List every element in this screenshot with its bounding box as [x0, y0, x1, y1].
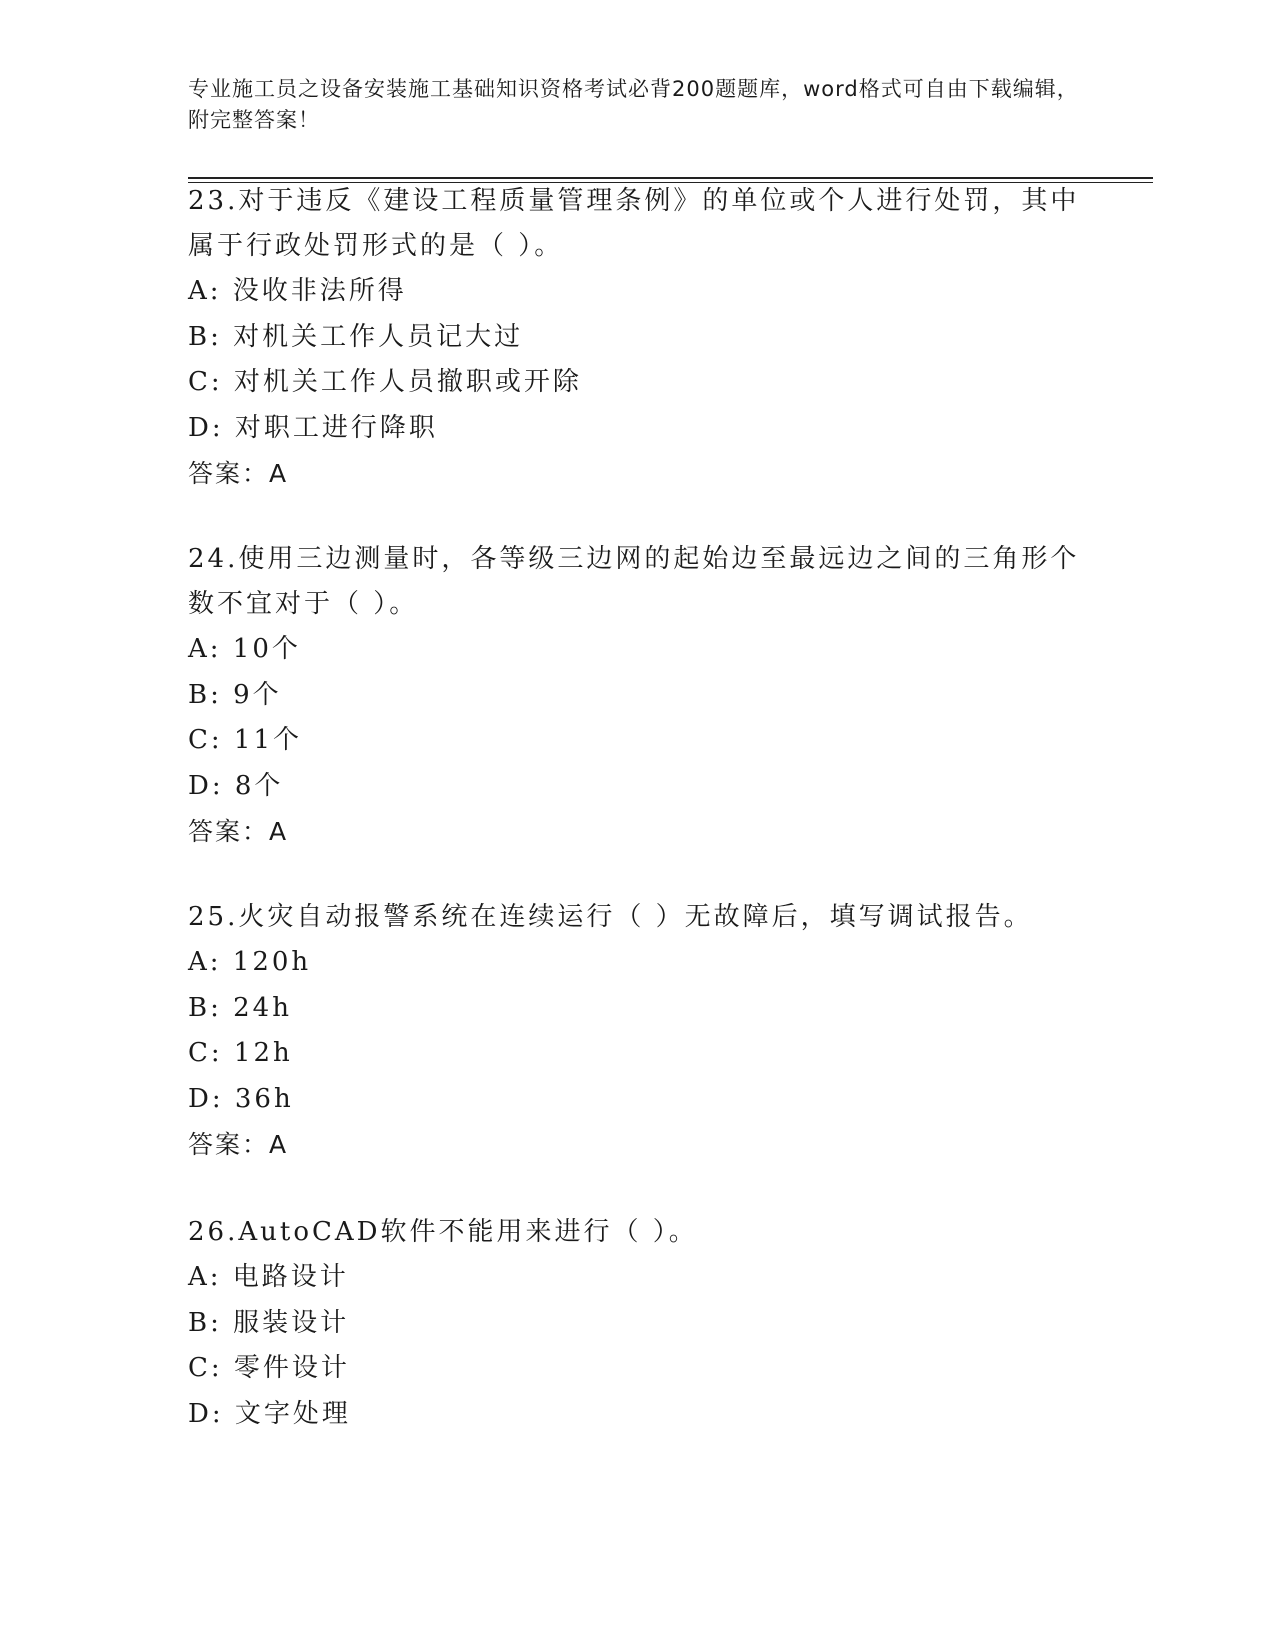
option-c: C: 对机关工作人员撤职或开除	[188, 367, 582, 397]
option-a: A: 没收非法所得	[188, 276, 407, 306]
option-d: D: 36h	[188, 1083, 294, 1114]
answer-label: 答案：A	[188, 1130, 289, 1159]
question-23	[188, 179, 1088, 496]
question-26	[188, 1210, 1088, 1437]
question-stem: 23.对于违反《建设工程质量管理条例》的单位或个人进行处罚，其中属于行政处罚形式的是（ ）。	[188, 186, 1080, 261]
question-stem: 25.火灾自动报警系统在连续运行（ ）无故障后，填写调试报告。	[188, 902, 1033, 932]
document-header: 专业施工员之设备安装施工基础知识资格考试必背200题题库，word格式可自由下载编辑，附完整答案！	[188, 77, 1079, 132]
question-stem: 24.使用三边测量时，各等级三边网的起始边至最远边之间的三角形个数不宜对于（ ）。	[188, 544, 1080, 619]
option-a: A: 10个	[188, 634, 301, 664]
option-c: C: 11个	[188, 725, 303, 755]
option-b: B: 24h	[188, 992, 292, 1023]
option-c: C: 零件设计	[188, 1353, 350, 1383]
option-d: D: 文字处理	[188, 1398, 351, 1429]
answer-label: 答案：A	[188, 817, 289, 846]
option-d: D: 8个	[188, 770, 284, 801]
question-24	[188, 537, 1088, 854]
option-b: B: 对机关工作人员记大过	[188, 321, 524, 352]
question-25	[188, 895, 1088, 1167]
option-b: B: 9个	[188, 679, 282, 710]
option-c: C: 12h	[188, 1038, 293, 1068]
option-a: A: 120h	[188, 947, 312, 977]
option-a: A: 电路设计	[188, 1262, 349, 1292]
answer-label: 答案：A	[188, 459, 289, 488]
option-b: B: 服装设计	[188, 1307, 350, 1338]
option-d: D: 对职工进行降职	[188, 412, 438, 443]
question-stem: 26.AutoCAD软件不能用来进行（ ）。	[188, 1217, 698, 1247]
